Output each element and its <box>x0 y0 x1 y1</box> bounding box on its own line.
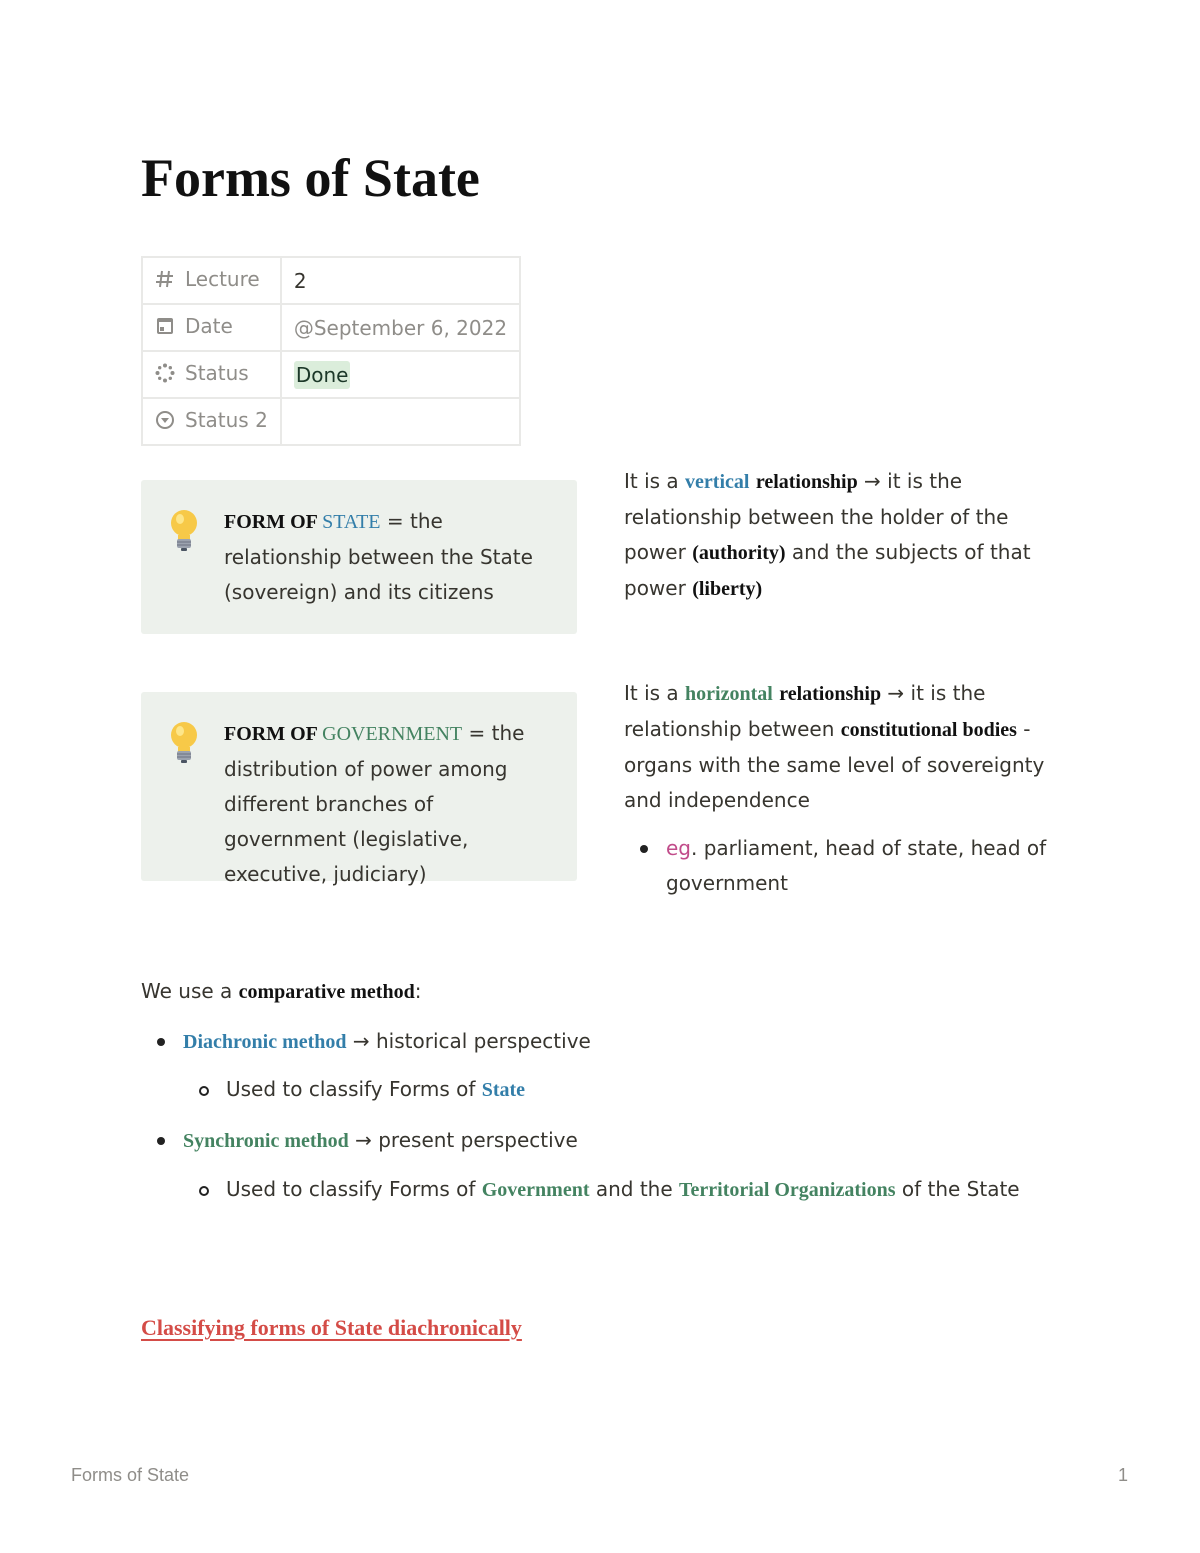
property-row-status-2 <box>142 398 520 445</box>
text-span: It is a <box>624 681 686 705</box>
horizontal-relationship-paragraph <box>624 676 1064 818</box>
text-span: of the State <box>895 1177 1020 1201</box>
keyword-government: GOVERNMENT <box>322 723 463 745</box>
text-span: and the subjects of that power <box>624 540 1031 600</box>
page-title: Forms of State <box>141 148 480 208</box>
text-span: → historical perspective <box>346 1029 591 1053</box>
property-key: Lecture <box>185 267 260 291</box>
keyword-diachronic-method: Diachronic method <box>183 1031 347 1053</box>
property-key-cell <box>142 398 281 445</box>
property-value-status[interactable] <box>281 351 520 398</box>
bullet-dot <box>640 845 648 853</box>
sub-bullet-ring <box>199 1086 209 1096</box>
footer-doc-title: Forms of State <box>71 1465 190 1485</box>
text-span: → it is the relationship between <box>624 681 986 741</box>
list-item-eg <box>666 831 1066 901</box>
text-span: - organs with the same level of sovereignty and independence <box>624 717 1045 812</box>
lightbulb-icon <box>167 720 201 764</box>
property-row-status <box>142 351 520 398</box>
vertical-relationship-paragraph <box>624 464 1064 607</box>
keyword-state: State <box>481 1079 526 1101</box>
callout-form-of-government <box>141 692 577 886</box>
method-intro <box>141 974 421 1010</box>
keyword-synchronic-method: Synchronic method <box>183 1130 349 1152</box>
text-span: → present perspective <box>348 1128 578 1152</box>
text-span: We use a <box>141 979 239 1003</box>
sub-bullet-ring <box>199 1186 209 1196</box>
text-span: Used to classify Forms of <box>226 1077 482 1101</box>
callout-label: FORM OF <box>224 511 323 533</box>
property-key-cell <box>142 257 281 304</box>
callout-definition: = the relationship between the State (sovereign) and its citizens <box>224 509 533 604</box>
keyword-territorial-organizations: Territorial Organizations <box>679 1179 896 1201</box>
status-spinner-icon <box>155 363 177 388</box>
callout-text <box>224 504 553 610</box>
keyword-government: Government <box>481 1179 590 1201</box>
list-item-diachronic-use <box>226 1072 525 1108</box>
footer-page-number: 1 <box>1118 1465 1129 1485</box>
callout-form-of-state <box>141 480 577 634</box>
property-value-status-2[interactable] <box>281 398 520 445</box>
keyword-vertical: vertical <box>685 471 750 493</box>
callout-label: FORM OF <box>224 723 323 745</box>
section-heading-link[interactable]: Classifying forms of State diachronically <box>141 1315 522 1340</box>
keyword-relationship: relationship <box>755 471 858 493</box>
text-span: It is a <box>624 469 686 493</box>
bullet-dot <box>157 1137 165 1145</box>
text-span: Used to classify Forms of <box>226 1177 482 1201</box>
text-span: → it is the relationship between the holder of the power <box>624 469 1009 564</box>
calendar-icon <box>155 316 177 341</box>
text-span: and the <box>589 1177 680 1201</box>
property-value-lecture[interactable]: 2 <box>281 257 520 304</box>
text-span: : <box>414 979 422 1003</box>
keyword-horizontal: horizontal <box>685 683 773 705</box>
lightbulb-icon <box>167 508 201 552</box>
bullet-dot <box>157 1038 165 1046</box>
property-key: Status 2 <box>185 408 268 432</box>
property-row-date <box>142 304 520 351</box>
keyword-state: STATE <box>322 511 381 533</box>
select-circle-icon <box>155 410 177 435</box>
date-value: @September 6, 2022 <box>293 315 508 340</box>
keyword-relationship: relationship <box>779 683 882 705</box>
callout-text <box>224 716 553 892</box>
keyword-authority: (authority) <box>692 542 786 564</box>
text-span: . parliament, head of state, head of government <box>666 836 1047 895</box>
property-key: Status <box>185 361 249 385</box>
list-item-synchronic-use <box>226 1172 1020 1208</box>
property-value-date[interactable] <box>281 304 520 351</box>
property-key: Date <box>185 314 233 338</box>
property-key-cell <box>142 304 281 351</box>
property-key-cell <box>142 351 281 398</box>
properties-table <box>141 256 521 446</box>
callout-definition: = the distribution of power among different branches of government (legislative, executive, judiciary) <box>224 721 525 886</box>
keyword-comparative-method: comparative method <box>238 981 415 1003</box>
hash-icon <box>155 269 177 294</box>
property-row-lecture <box>142 257 520 304</box>
status-badge: Done <box>295 362 349 387</box>
list-item-diachronic <box>183 1024 591 1060</box>
list-item-synchronic <box>183 1123 578 1159</box>
keyword-constitutional-bodies: constitutional bodies <box>840 719 1017 741</box>
keyword-eg: eg <box>666 836 691 860</box>
keyword-liberty: (liberty) <box>692 578 763 600</box>
